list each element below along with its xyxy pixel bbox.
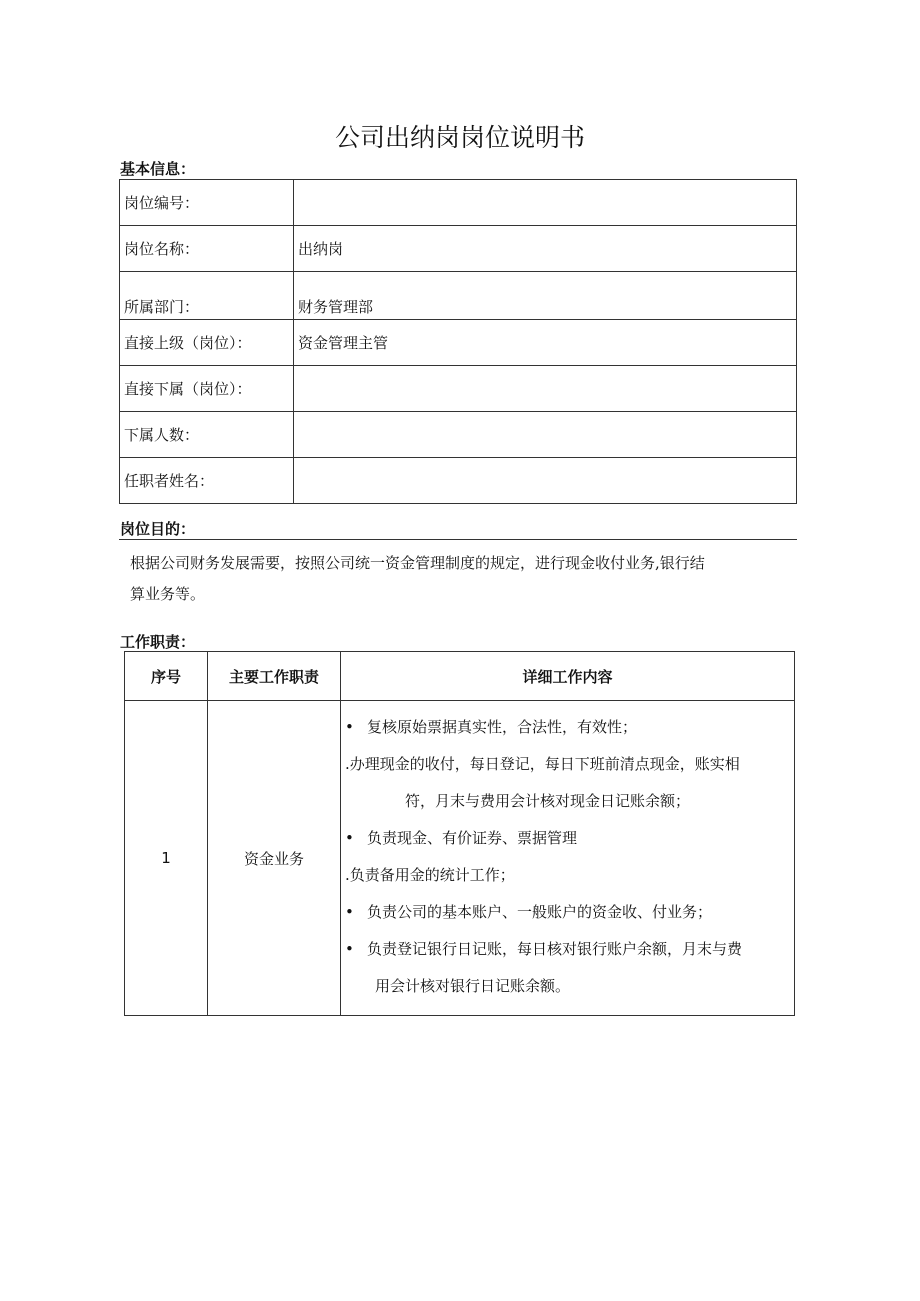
bullet-icon: . bbox=[345, 755, 350, 773]
row-no: 1 bbox=[125, 701, 208, 1016]
subordinate-value bbox=[294, 366, 797, 412]
duties-label: 工作职责： bbox=[120, 633, 196, 651]
incumbent-value bbox=[294, 458, 797, 504]
list-item bbox=[345, 746, 786, 820]
purpose-text bbox=[130, 548, 790, 610]
page-title: 公司出纳岗岗位说明书 bbox=[334, 123, 585, 152]
subordinate-label: 直接下属（岗位）： bbox=[120, 366, 294, 412]
item-text: 负责备用金的统计工作； bbox=[349, 866, 515, 884]
item-text: 办理现金的收付，每日登记，每日下班前清点现金，账实相 bbox=[349, 755, 740, 773]
purpose-line-2: 算业务等。 bbox=[130, 585, 206, 603]
item-text: 复核原始票据真实性，合法性，有效性； bbox=[367, 718, 638, 736]
bullet-icon: • bbox=[345, 718, 354, 736]
item-text: 负责现金、有价证券、票据管理 bbox=[367, 829, 578, 847]
purpose-label: 岗位目的： bbox=[120, 520, 196, 538]
purpose-divider bbox=[119, 539, 797, 540]
row-category: 资金业务 bbox=[208, 701, 341, 1016]
basic-info-label: 基本信息： bbox=[120, 160, 196, 178]
table-row bbox=[125, 701, 795, 1016]
item-text: 负责登记银行日记账，每日核对银行账户余额，月末与费 bbox=[367, 940, 743, 958]
job-name-value: 出纳岗 bbox=[294, 226, 797, 272]
job-id-label: 岗位编号： bbox=[120, 180, 294, 226]
duties-table bbox=[124, 651, 795, 1016]
table-row bbox=[120, 180, 797, 226]
item-text-continued: 符，月末与费用会计核对现金日记账余额； bbox=[405, 792, 691, 810]
headcount-label: 下属人数： bbox=[120, 412, 294, 458]
table-row bbox=[120, 272, 797, 320]
bullet-icon: • bbox=[345, 903, 354, 921]
list-item bbox=[345, 857, 786, 894]
item-text-continued: 用会计核对银行日记账余额。 bbox=[375, 977, 571, 995]
department-label: 所属部门： bbox=[120, 272, 294, 320]
incumbent-label: 任职者姓名： bbox=[120, 458, 294, 504]
bullet-icon: • bbox=[345, 829, 354, 847]
table-header-row bbox=[125, 652, 795, 701]
table-row bbox=[120, 320, 797, 366]
headcount-value bbox=[294, 412, 797, 458]
job-id-value bbox=[294, 180, 797, 226]
supervisor-value: 资金管理主管 bbox=[294, 320, 797, 366]
detail-list bbox=[345, 709, 786, 1005]
item-text: 负责公司的基本账户、一般账户的资金收、付业务； bbox=[367, 903, 713, 921]
department-value: 财务管理部 bbox=[294, 272, 797, 320]
list-item bbox=[345, 820, 786, 857]
list-item bbox=[345, 894, 786, 931]
bullet-icon: . bbox=[345, 866, 350, 884]
list-item bbox=[345, 709, 786, 746]
bullet-icon: • bbox=[345, 940, 354, 958]
supervisor-label: 直接上级（岗位）： bbox=[120, 320, 294, 366]
header-main-duty: 主要工作职责 bbox=[208, 652, 341, 701]
purpose-line-1: 根据公司财务发展需要，按照公司统一资金管理制度的规定，进行现金收付业务,银行结 bbox=[130, 554, 705, 572]
table-row bbox=[120, 458, 797, 504]
table-row bbox=[120, 412, 797, 458]
row-detail bbox=[341, 701, 795, 1016]
header-no: 序号 bbox=[125, 652, 208, 701]
header-detail: 详细工作内容 bbox=[341, 652, 795, 701]
table-row bbox=[120, 366, 797, 412]
table-row bbox=[120, 226, 797, 272]
list-item bbox=[345, 931, 786, 1005]
basic-info-table bbox=[119, 179, 797, 504]
job-name-label: 岗位名称： bbox=[120, 226, 294, 272]
